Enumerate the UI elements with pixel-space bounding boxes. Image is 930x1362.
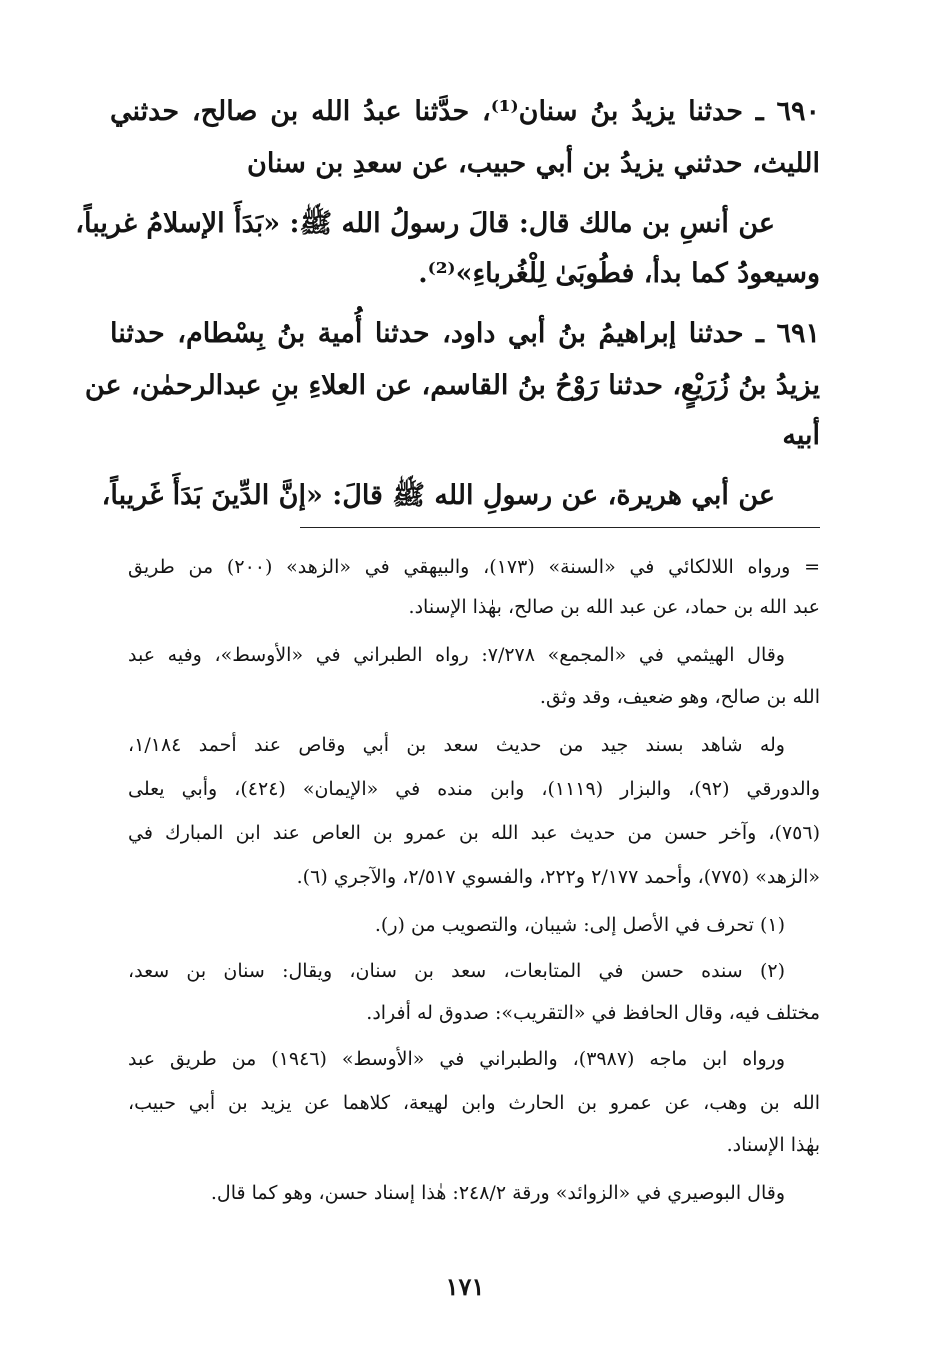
- footnote-line: وقال الهيثمي في «المجمع» ٧/٢٧٨: رواه الطبراني في «الأوسط»، وفيه عبد: [128, 644, 785, 666]
- footnote-1: (١) تحرف في الأصل إلى: شيبان، والتصويب من (ر).: [374, 914, 785, 936]
- hadith-690-line-4: وسيعودُ كما بدأ، فطُوبَىٰ لِلْغُرباءِ»⁽²⁾.: [418, 258, 820, 289]
- footnote-line: (٧٥٦)، وآخر حسن من حديث عبد الله بن عمرو بن العاص عند ابن المبارك في: [128, 822, 820, 844]
- footnote-line: = ورواه اللالكائي في «السنة» (١٧٣)، والبيهقي في «الزهد» (٢٠٠) من طريق: [128, 556, 821, 578]
- page-number: ١٧١: [445, 1272, 485, 1301]
- footnote-line: «الزهد» (٧٧٥)، وأحمد ٢/١٧٧ و٢٢٢، والفسوي ٢/٥١٧، والآجري (٦).: [296, 866, 820, 888]
- hadith-690-line-1: ٦٩٠ ـ حدثنا يزيدُ بنُ سنان⁽¹⁾، حدَّثنا عبدُ الله بن صالح، حدثني: [110, 96, 820, 127]
- hadith-690-line-3: عن أنسِ بن مالك قال: قالَ رسولُ الله ﷺ: «بَدَأَ الإسلامُ غريباً،: [75, 208, 775, 239]
- hadith-690-line-2: الليث، حدثني يزيدُ بن أبي حبيب، عن سعدِ بن سنان: [247, 148, 820, 179]
- footnote-line: الله بن صالح، وهو ضعيف، وقد وثق.: [539, 686, 820, 708]
- hadith-691-line-4: عن أبي هريرة، عن رسولِ الله ﷺ قالَ: «إنَّ الدِّينَ بَدَأَ غَريباً،: [101, 480, 775, 511]
- footnote-line: عبد الله بن حماد، عن عبد الله بن صالح، بهٰذا الإسناد.: [408, 596, 820, 618]
- footnote-line: وله شاهد بسند جيد من حديث سعد بن أبي وقاص عند أحمد ١/١٨٤،: [128, 734, 785, 756]
- footnote-line: وقال البوصيري في «الزوائد» ورقة ٢٤٨/٢: هٰذا إسناد حسن، وهو كما قال.: [210, 1182, 785, 1204]
- footnote-line: بهٰذا الإسناد.: [726, 1134, 820, 1156]
- footnote-line: ورواه ابن ماجه (٣٩٨٧)، والطبراني في «الأوسط» (١٩٤٦) من طريق عبد: [128, 1048, 786, 1070]
- footnote-line: مختلف فيه، وقال الحافظ في «التقريب»: صدوق له أفراد.: [366, 1002, 820, 1024]
- footnote-line: والدورقي (٩٢)، والبزار (١١١٩)، وابن منده في «الإيمان» (٤٢٤)، وأبي يعلى: [128, 778, 820, 800]
- hadith-691-line-2: يزيدُ بنُ زُرَيْعٍ، حدثنا رَوْحُ بنُ القاسم، عن العلاءِ بنِ عبدالرحمٰن، عن: [84, 370, 820, 401]
- hadith-691-line-1: ٦٩١ ـ حدثنا إبراهيمُ بنُ أبي داود، حدثنا أُمية بنُ بِسْطام، حدثنا: [110, 318, 820, 349]
- footnote-2: (٢) سنده حسن في المتابعات، سعد بن سنان، ويقال: سنان بن سعد،: [128, 960, 785, 982]
- hadith-691-line-3: أبيه: [782, 420, 820, 451]
- footnote-separator: [300, 527, 820, 528]
- footnote-line: الله بن وهب، عن عمرو بن الحارث وابن لهيعة، كلاهما عن يزيد بن أبي حبيب،: [128, 1092, 820, 1114]
